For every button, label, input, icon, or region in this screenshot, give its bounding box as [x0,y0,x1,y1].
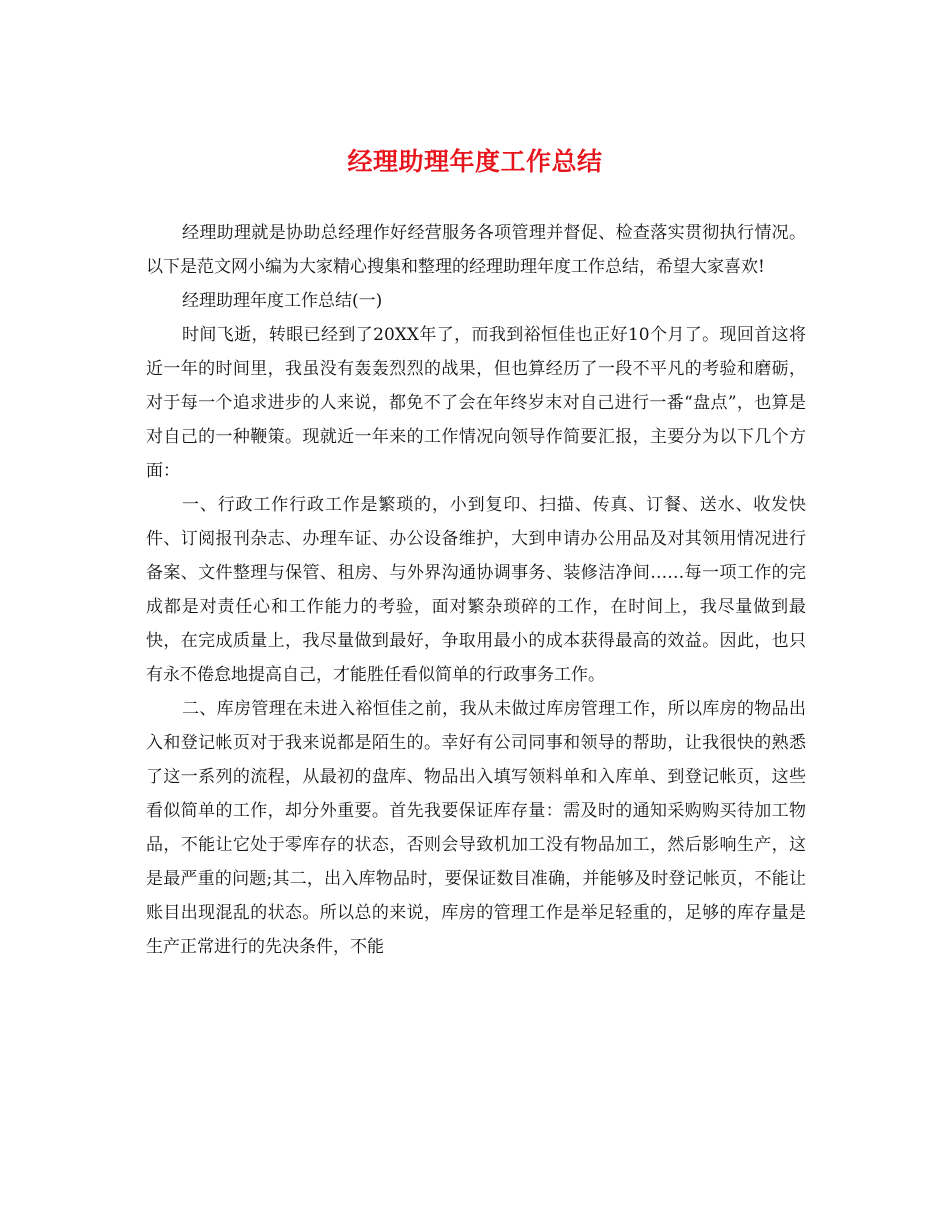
paragraph-warehouse-management: 二、库房管理在未进入裕恒佳之前，我从未做过库房管理工作，所以库房的物品出入和登记帐页对于我来说都是陌生的。幸好有公司同事和领导的帮助，让我很快的熟悉了这一系列的流程，从最初的盘库、物品出入填写领料单和入库单、到登记帐页，这些看似简单的工作，却分外重要。首先我要保证库存量：需及时的通知采购购买待加工物品，不能让它处于零库存的状态，否则会导致机加工没有物品加工，然后影响生产，这是最严重的问题;其二，出入库物品时，要保证数目准确，并能够及时登记帐页，不能让账目出现混乱的状态。所以总的来说，库房的管理工作是举足轻重的，足够的库存量是生产正常进行的先决条件，不能 [146,699,806,957]
section-heading: 经理助理年度工作总结(一) [182,291,383,311]
paragraph-opening: 时间飞逝，转眼已经到了20XX年了，而我到裕恒佳也正好10个月了。现回首这将近一年的时间里，我虽没有轰轰烈烈的战果，但也算经历了一段不平凡的考验和磨砺，对于每一个追求进步的人来说，都免不了会在年终岁末对自己进行一番“盘点”，也算是对自己的一种鞭策。现就近一年来的工作情况向领导作简要汇报，主要分为以下几个方面： [146,325,806,481]
document-body [146,216,806,964]
intro-paragraph: 经理助理就是协助总经理作好经营服务各项管理并督促、检查落实贯彻执行情况。以下是范文网小编为大家精心搜集和整理的经理助理年度工作总结，希望大家喜欢! [146,223,806,277]
paragraph-admin-work: 一、行政工作行政工作是繁琐的，小到复印、扫描、传真、订餐、送水、收发快件、订阅报刊杂志、办理车证、办公设备维护，大到申请办公用品及对其领用情况进行备案、文件整理与保管、租房、与外界沟通协调事务、装修洁净间……每一项工作的完成都是对责任心和工作能力的考验，面对繁杂琐碎的工作，在时间上，我尽量做到最快，在完成质量上，我尽量做到最好，争取用最小的成本获得最高的效益。因此，也只有永不倦怠地提高自己，才能胜任看似简单的行政事务工作。 [146,495,806,685]
document-title: 经理助理年度工作总结 [347,147,603,176]
